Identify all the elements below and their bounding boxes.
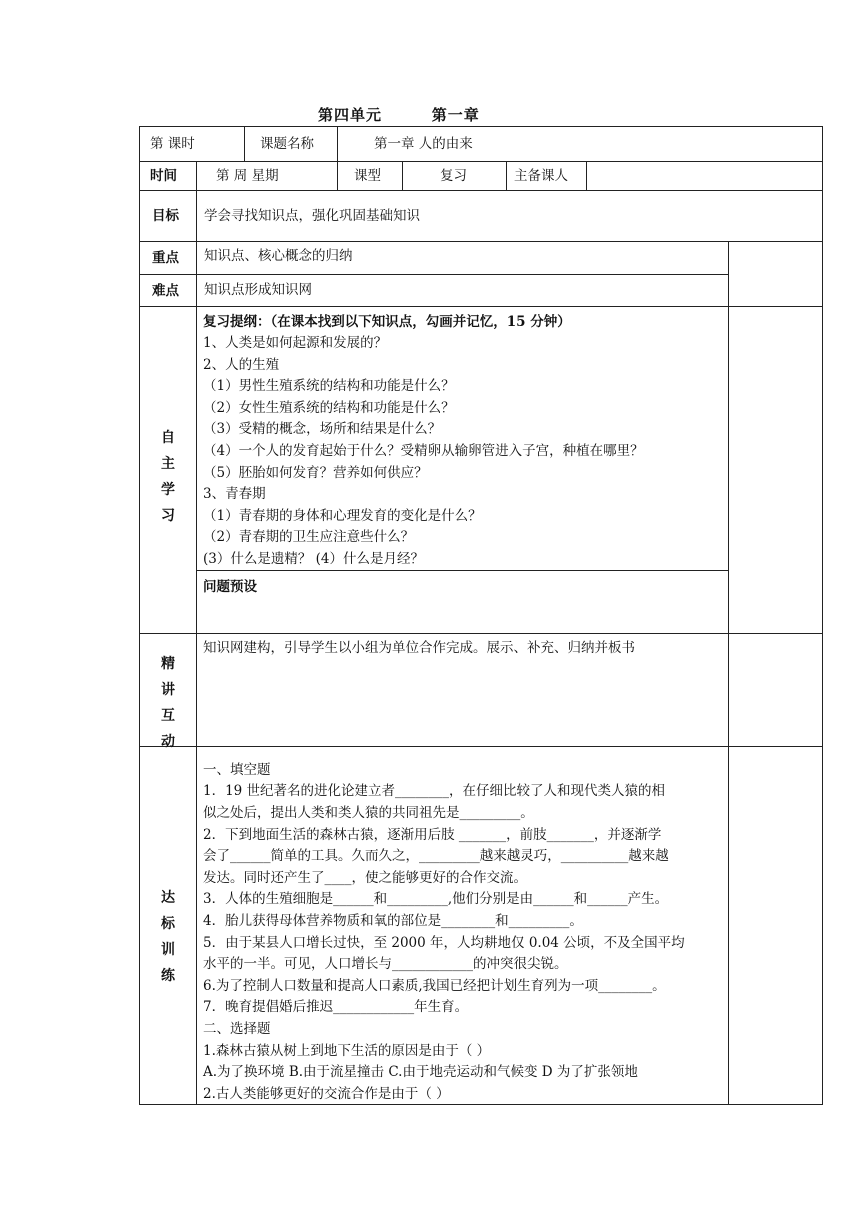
page-title: 第四单元 第一章 bbox=[318, 106, 480, 124]
review-item: 2、人的生殖 bbox=[203, 357, 280, 373]
training-label-char: 标 bbox=[161, 916, 175, 932]
interaction-label-char: 精 bbox=[161, 656, 175, 672]
type-value: 复习 bbox=[440, 168, 467, 184]
self-study-label bbox=[158, 425, 178, 529]
review-item: （2）青春期的卫生应注意些什么？ bbox=[203, 529, 415, 545]
interaction-label-char: 动 bbox=[161, 734, 175, 750]
col-divider bbox=[244, 126, 245, 161]
exercise-line: 1.森林古猿从树上到地下生活的原因是由于（ ） bbox=[203, 1043, 491, 1059]
row-divider bbox=[139, 161, 823, 162]
col-divider bbox=[337, 161, 338, 190]
review-outline-heading: 复习提纲：（在课本找到以下知识点，勾画并记忆，15 分钟） bbox=[203, 314, 571, 330]
self-study-label-char: 学 bbox=[161, 482, 175, 498]
row-divider bbox=[139, 274, 728, 275]
exercise-line: 发达。同时还产生了____，使之能够更好的合作交流。 bbox=[203, 870, 527, 886]
exercise-line: 会了______简单的工具。久而久之，_________越来越灵巧，__________越来越 bbox=[203, 848, 669, 864]
review-item: （1）男性生殖系统的结构和功能是什么？ bbox=[203, 378, 455, 394]
training-label-char: 训 bbox=[161, 942, 175, 958]
difficulty-label: 难点 bbox=[152, 283, 179, 299]
difficulty-text: 知识点形成知识网 bbox=[204, 282, 312, 298]
exercise-line: 二、选择题 bbox=[203, 1021, 271, 1037]
problem-preset-label: 问题预设 bbox=[203, 579, 257, 595]
exercise-line: 1．19 世纪著名的进化论建立者________，在仔细比较了人和现代类人猿的相 bbox=[203, 783, 666, 799]
exercise-line: 7．晚育提倡婚后推迟____________年生育。 bbox=[203, 999, 469, 1015]
col-divider bbox=[586, 161, 587, 190]
type-label: 课型 bbox=[354, 168, 381, 184]
review-item: 3、青春期 bbox=[203, 486, 266, 502]
col-divider bbox=[402, 161, 403, 190]
teacher-label: 主备课人 bbox=[514, 168, 568, 184]
interaction-label-char: 互 bbox=[161, 708, 175, 724]
review-item: （2）女性生殖系统的结构和功能是什么？ bbox=[203, 400, 455, 416]
exercise-line: A.为了换环境 B.由于流星撞击 C.由于地壳运动和气候变 D 为了扩张领地 bbox=[203, 1064, 638, 1080]
self-study-label-char: 主 bbox=[161, 456, 175, 472]
interaction-text: 知识网建构，引导学生以小组为单位合作完成。展示、补充、归纳并板书 bbox=[203, 640, 635, 656]
training-label-char: 练 bbox=[161, 968, 175, 984]
interaction-label-char: 讲 bbox=[161, 682, 175, 698]
interaction-label bbox=[158, 651, 178, 755]
goal-text: 学会寻找知识点，强化巩固基础知识 bbox=[204, 208, 420, 224]
exercise-line: 4．胎儿获得母体营养物质和氧的部位是________和_________。 bbox=[203, 913, 583, 929]
col-divider bbox=[337, 126, 338, 161]
time-value: 第 周 星期 bbox=[216, 168, 279, 184]
exercise-line: 2.古人类能够更好的交流合作是由于（ ） bbox=[203, 1086, 450, 1102]
goal-label: 目标 bbox=[152, 208, 179, 224]
key-point-label: 重点 bbox=[152, 250, 179, 266]
period-cell: 第 课时 bbox=[150, 136, 195, 152]
row-divider bbox=[139, 746, 823, 747]
topic-label: 课题名称 bbox=[260, 136, 314, 152]
review-item: (3）什么是遗精？ (4）什么是月经？ bbox=[203, 551, 425, 567]
exercise-line: 似之处后，提出人类和类人猿的共同祖先是_________。 bbox=[203, 805, 534, 821]
row-divider bbox=[139, 190, 823, 191]
review-item: （5）胚胎如何发育？营养如何供应？ bbox=[203, 465, 428, 481]
row-divider bbox=[139, 633, 823, 634]
col-divider bbox=[728, 241, 729, 1105]
exercise-line: 水平的一半。可见，人口增长与____________的冲突很尖锐。 bbox=[203, 956, 568, 972]
exercise-line: 2．下到地面生活的森林古猿，逐渐用后肢 _______，前肢_______，并逐渐学 bbox=[203, 827, 662, 843]
col-divider bbox=[506, 161, 507, 190]
exercise-line: 5．由于某县人口增长过快，至 2000 年，人均耕地仅 0.04 公顷，不及全国平均 bbox=[203, 935, 685, 951]
exercise-line: 一、填空题 bbox=[203, 762, 271, 778]
time-label: 时间 bbox=[150, 168, 177, 184]
review-item: 1、人类是如何起源和发展的？ bbox=[203, 335, 388, 351]
col-divider bbox=[196, 161, 197, 190]
key-point-text: 知识点、核心概念的归纳 bbox=[204, 248, 353, 264]
exercise-line: 6.为了控制人口数量和提高人口素质,我国已经把计划生育列为一项________。 bbox=[203, 978, 666, 994]
row-divider bbox=[139, 241, 823, 242]
training-label bbox=[158, 885, 178, 989]
row-divider bbox=[139, 306, 823, 307]
row-divider bbox=[196, 570, 728, 571]
col-divider bbox=[196, 190, 197, 1105]
review-item: （1）青春期的身体和心理发育的变化是什么？ bbox=[203, 508, 482, 524]
self-study-label-char: 习 bbox=[161, 508, 175, 524]
training-label-char: 达 bbox=[161, 890, 175, 906]
review-item: （3）受精的概念，场所和结果是什么？ bbox=[203, 421, 442, 437]
review-item: （4）一个人的发育起始于什么？受精卵从输卵管进入子宫，种植在哪里？ bbox=[203, 443, 644, 459]
self-study-label-char: 自 bbox=[161, 430, 175, 446]
exercise-line: 3．人体的生殖细胞是______和_________,他们分别是由______和______产生。 bbox=[203, 891, 669, 907]
topic-value: 第一章 人的由来 bbox=[374, 136, 473, 152]
